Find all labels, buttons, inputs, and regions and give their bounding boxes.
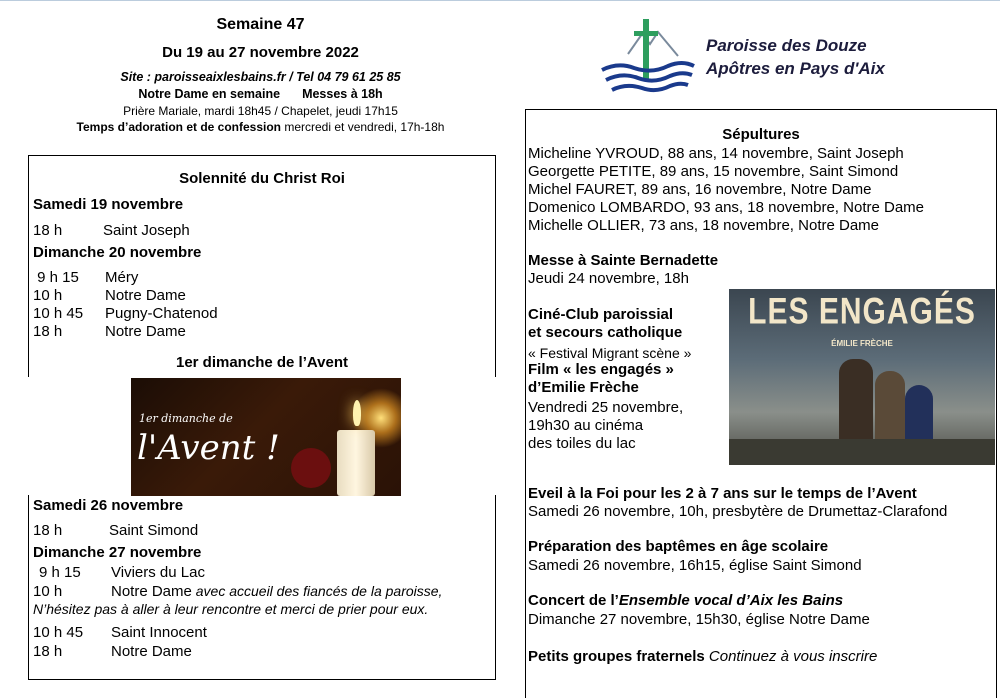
mass-time: 9 h 15 — [33, 269, 79, 286]
week-title: Semaine 47 — [216, 16, 305, 33]
sepulture-entry: Georgette PETITE, 89 ans, 15 novembre, Saint Simond — [528, 163, 899, 180]
mass-place: Notre Dame — [105, 323, 186, 340]
adoration-line — [28, 119, 493, 135]
day-heading: Dimanche 20 novembre — [33, 244, 202, 261]
bapteme-text: Samedi 26 novembre, 16h15, église Saint Simond — [528, 557, 862, 574]
parish-cross-wave-icon — [598, 16, 698, 102]
top-rule — [0, 0, 1000, 1]
bernadette-title: Messe à Sainte Bernadette — [528, 252, 719, 269]
date-range: Du 19 au 27 novembre 2022 — [162, 44, 359, 61]
poster-director: ÉMILIE FRÈCHE — [831, 339, 893, 348]
cine-title: et secours catholique — [528, 324, 683, 341]
mass-row — [33, 582, 442, 601]
adoration-times: mercredi et vendredi, 17h-18h — [281, 120, 445, 134]
sepulture-entry: Michel FAURET, 89 ans, 16 novembre, Notre Dame — [528, 181, 872, 198]
concert-title-prefix: Concert de l’ — [528, 592, 619, 609]
bulletin-header — [28, 12, 493, 135]
poster-title: LES ENGAGÉS — [748, 290, 976, 332]
cine-festival: « Festival Migrant scène » — [528, 345, 692, 361]
concert-ensemble: Ensemble vocal d’Aix les Bains — [618, 592, 844, 609]
day-heading: Samedi 26 novembre — [33, 497, 184, 514]
mass-row — [33, 287, 186, 305]
mass-time: 18 h — [33, 522, 63, 539]
eveil-title: Eveil à la Foi pour les 2 à 7 ans sur le temps de l’Avent — [528, 485, 917, 502]
cine-film: Film « les engagés » — [528, 361, 674, 378]
bernadette-text: Jeudi 24 novembre, 18h — [528, 270, 689, 287]
mass-time: 10 h 45 — [33, 305, 84, 322]
fiances-note: avec accueil des fiancés de la paroisse, — [195, 583, 443, 599]
mass-place: Pugny-Chatenod — [105, 305, 218, 322]
eveil-text: Samedi 26 novembre, 10h, presbytère de Drumettaz-Clarafond — [528, 503, 948, 520]
bapteme-title: Préparation des baptêmes en âge scolaire — [528, 538, 829, 555]
mass-row — [39, 564, 205, 582]
second-week-section — [28, 495, 496, 680]
mass-row — [33, 269, 138, 287]
cine-film: d’Emilie Frèche — [528, 379, 639, 396]
film-poster-image — [729, 289, 995, 465]
mass-time: 18 h — [33, 323, 63, 340]
prayer-line: Prière Mariale, mardi 18h45 / Chapelet, jeudi 17h15 — [123, 104, 398, 118]
mass-place: Viviers du Lac — [111, 564, 205, 581]
cine-when: Vendredi 25 novembre, — [528, 399, 684, 416]
mass-time: 18 h — [33, 643, 63, 660]
logo-text-line1: Paroisse des Douze — [706, 36, 867, 55]
mass-place: Saint Simond — [109, 522, 199, 539]
sepulture-entry: Micheline YVROUD, 88 ans, 14 novembre, Saint Joseph — [528, 145, 904, 162]
mass-place: Notre Dame — [111, 583, 192, 600]
mass-row — [33, 624, 207, 642]
cine-title: Ciné-Club paroissial — [528, 306, 674, 323]
petits-groupes — [528, 648, 877, 666]
mass-row — [33, 222, 190, 240]
cine-when: 19h30 au cinéma — [528, 417, 644, 434]
sepulture-entry: Michelle OLLIER, 73 ans, 18 novembre, Notre Dame — [528, 217, 879, 234]
advent-image-small-text: 1er dimanche de — [139, 412, 233, 425]
mass-place: Notre Dame — [105, 287, 186, 304]
mass-place: Notre Dame — [111, 643, 192, 660]
mass-row — [33, 323, 186, 341]
mass-time: 10 h — [33, 287, 63, 304]
logo-text-line2: Apôtres en Pays d'Aix — [706, 59, 885, 78]
day-heading: Samedi 19 novembre — [33, 196, 184, 213]
mass-time: 10 h — [33, 583, 63, 600]
mass-place: Saint Joseph — [103, 222, 190, 239]
concert-text: Dimanche 27 novembre, 15h30, église Notre Dame — [528, 611, 870, 628]
weekday-time: Messes à 18h — [302, 87, 383, 101]
day-heading: Dimanche 27 novembre — [33, 544, 202, 561]
mass-row — [33, 522, 198, 540]
sepultures-title: Sépultures — [722, 126, 800, 143]
parish-logo — [598, 16, 943, 102]
christ-roi-section — [28, 155, 496, 377]
advent-title: 1er dimanche de l’Avent — [175, 354, 348, 371]
weekday-masses — [28, 86, 493, 103]
site-phone: Site : paroisseaixlesbains.fr / Tel 04 79 61 25 85 — [120, 70, 401, 84]
mass-place: Méry — [105, 269, 139, 286]
mass-time: 18 h — [33, 222, 63, 239]
cine-when: des toiles du lac — [528, 435, 636, 452]
adoration-label: Temps d’adoration et de confession — [76, 120, 282, 134]
advent-candle-image — [131, 378, 401, 496]
section-title: Solennité du Christ Roi — [179, 170, 345, 187]
mass-time: 10 h 45 — [33, 624, 84, 641]
mass-row — [33, 643, 192, 661]
mass-time: 9 h 15 — [39, 564, 81, 581]
concert-title — [528, 592, 843, 610]
advent-image-big-text: l'Avent ! — [137, 428, 280, 468]
petits-text: Continuez à vous inscrire — [708, 648, 878, 665]
mass-row — [33, 305, 218, 323]
weekday-label: Notre Dame en semaine — [138, 87, 281, 101]
sepulture-entry: Domenico LOMBARDO, 93 ans, 18 novembre, Notre Dame — [528, 199, 924, 216]
mass-place: Saint Innocent — [111, 624, 207, 641]
fiances-note-2: N’hésitez pas à aller à leur rencontre et merci de prier pour eux. — [33, 601, 429, 617]
petits-title: Petits groupes fraternels — [528, 648, 705, 665]
